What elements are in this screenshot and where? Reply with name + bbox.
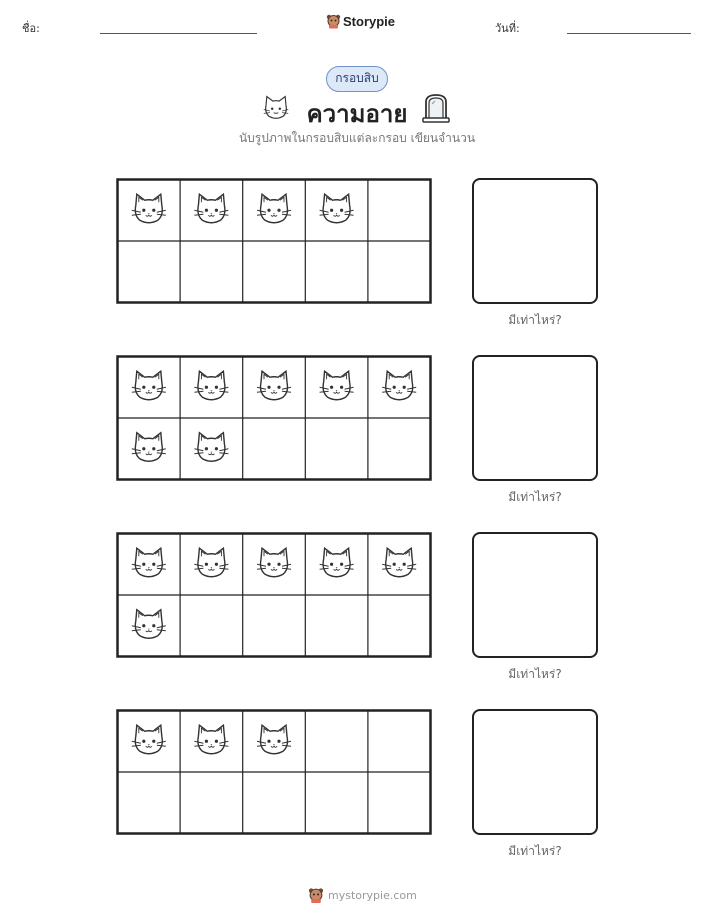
answer-prompt: มีเท่าไหร่? bbox=[508, 313, 562, 327]
ten-frame-4 bbox=[116, 709, 432, 835]
mirror-icon bbox=[420, 92, 452, 124]
worksheet-title: ความอาย bbox=[306, 100, 408, 128]
name-label: ชื่อ: bbox=[22, 22, 40, 35]
topic-badge: กรอบสิบ bbox=[326, 66, 388, 92]
answer-prompt: มีเท่าไหร่? bbox=[508, 490, 562, 504]
answer-box-4[interactable] bbox=[472, 709, 598, 835]
ten-frame-3 bbox=[116, 532, 432, 658]
answer-box-2[interactable] bbox=[472, 355, 598, 481]
footer-site: mystorypie.com bbox=[328, 888, 417, 902]
date-line bbox=[567, 33, 691, 34]
storypie-mascot-icon bbox=[308, 886, 324, 904]
answer-box-3[interactable] bbox=[472, 532, 598, 658]
answer-box-1[interactable] bbox=[472, 178, 598, 304]
brand-logo bbox=[326, 13, 395, 29]
date-label: วันที่: bbox=[495, 22, 520, 35]
storypie-mascot-icon bbox=[326, 13, 341, 29]
footer bbox=[308, 886, 417, 904]
cat-face-icon bbox=[262, 95, 290, 121]
worksheet-instructions: นับรูปภาพในกรอบสิบแต่ละกรอบ เขียนจำนวน bbox=[238, 131, 476, 145]
name-line bbox=[100, 33, 257, 34]
ten-frame-2 bbox=[116, 355, 432, 481]
answer-prompt: มีเท่าไหร่? bbox=[508, 667, 562, 681]
answer-prompt: มีเท่าไหร่? bbox=[508, 844, 562, 858]
ten-frame-1 bbox=[116, 178, 432, 304]
brand-name: Storypie bbox=[343, 13, 396, 29]
